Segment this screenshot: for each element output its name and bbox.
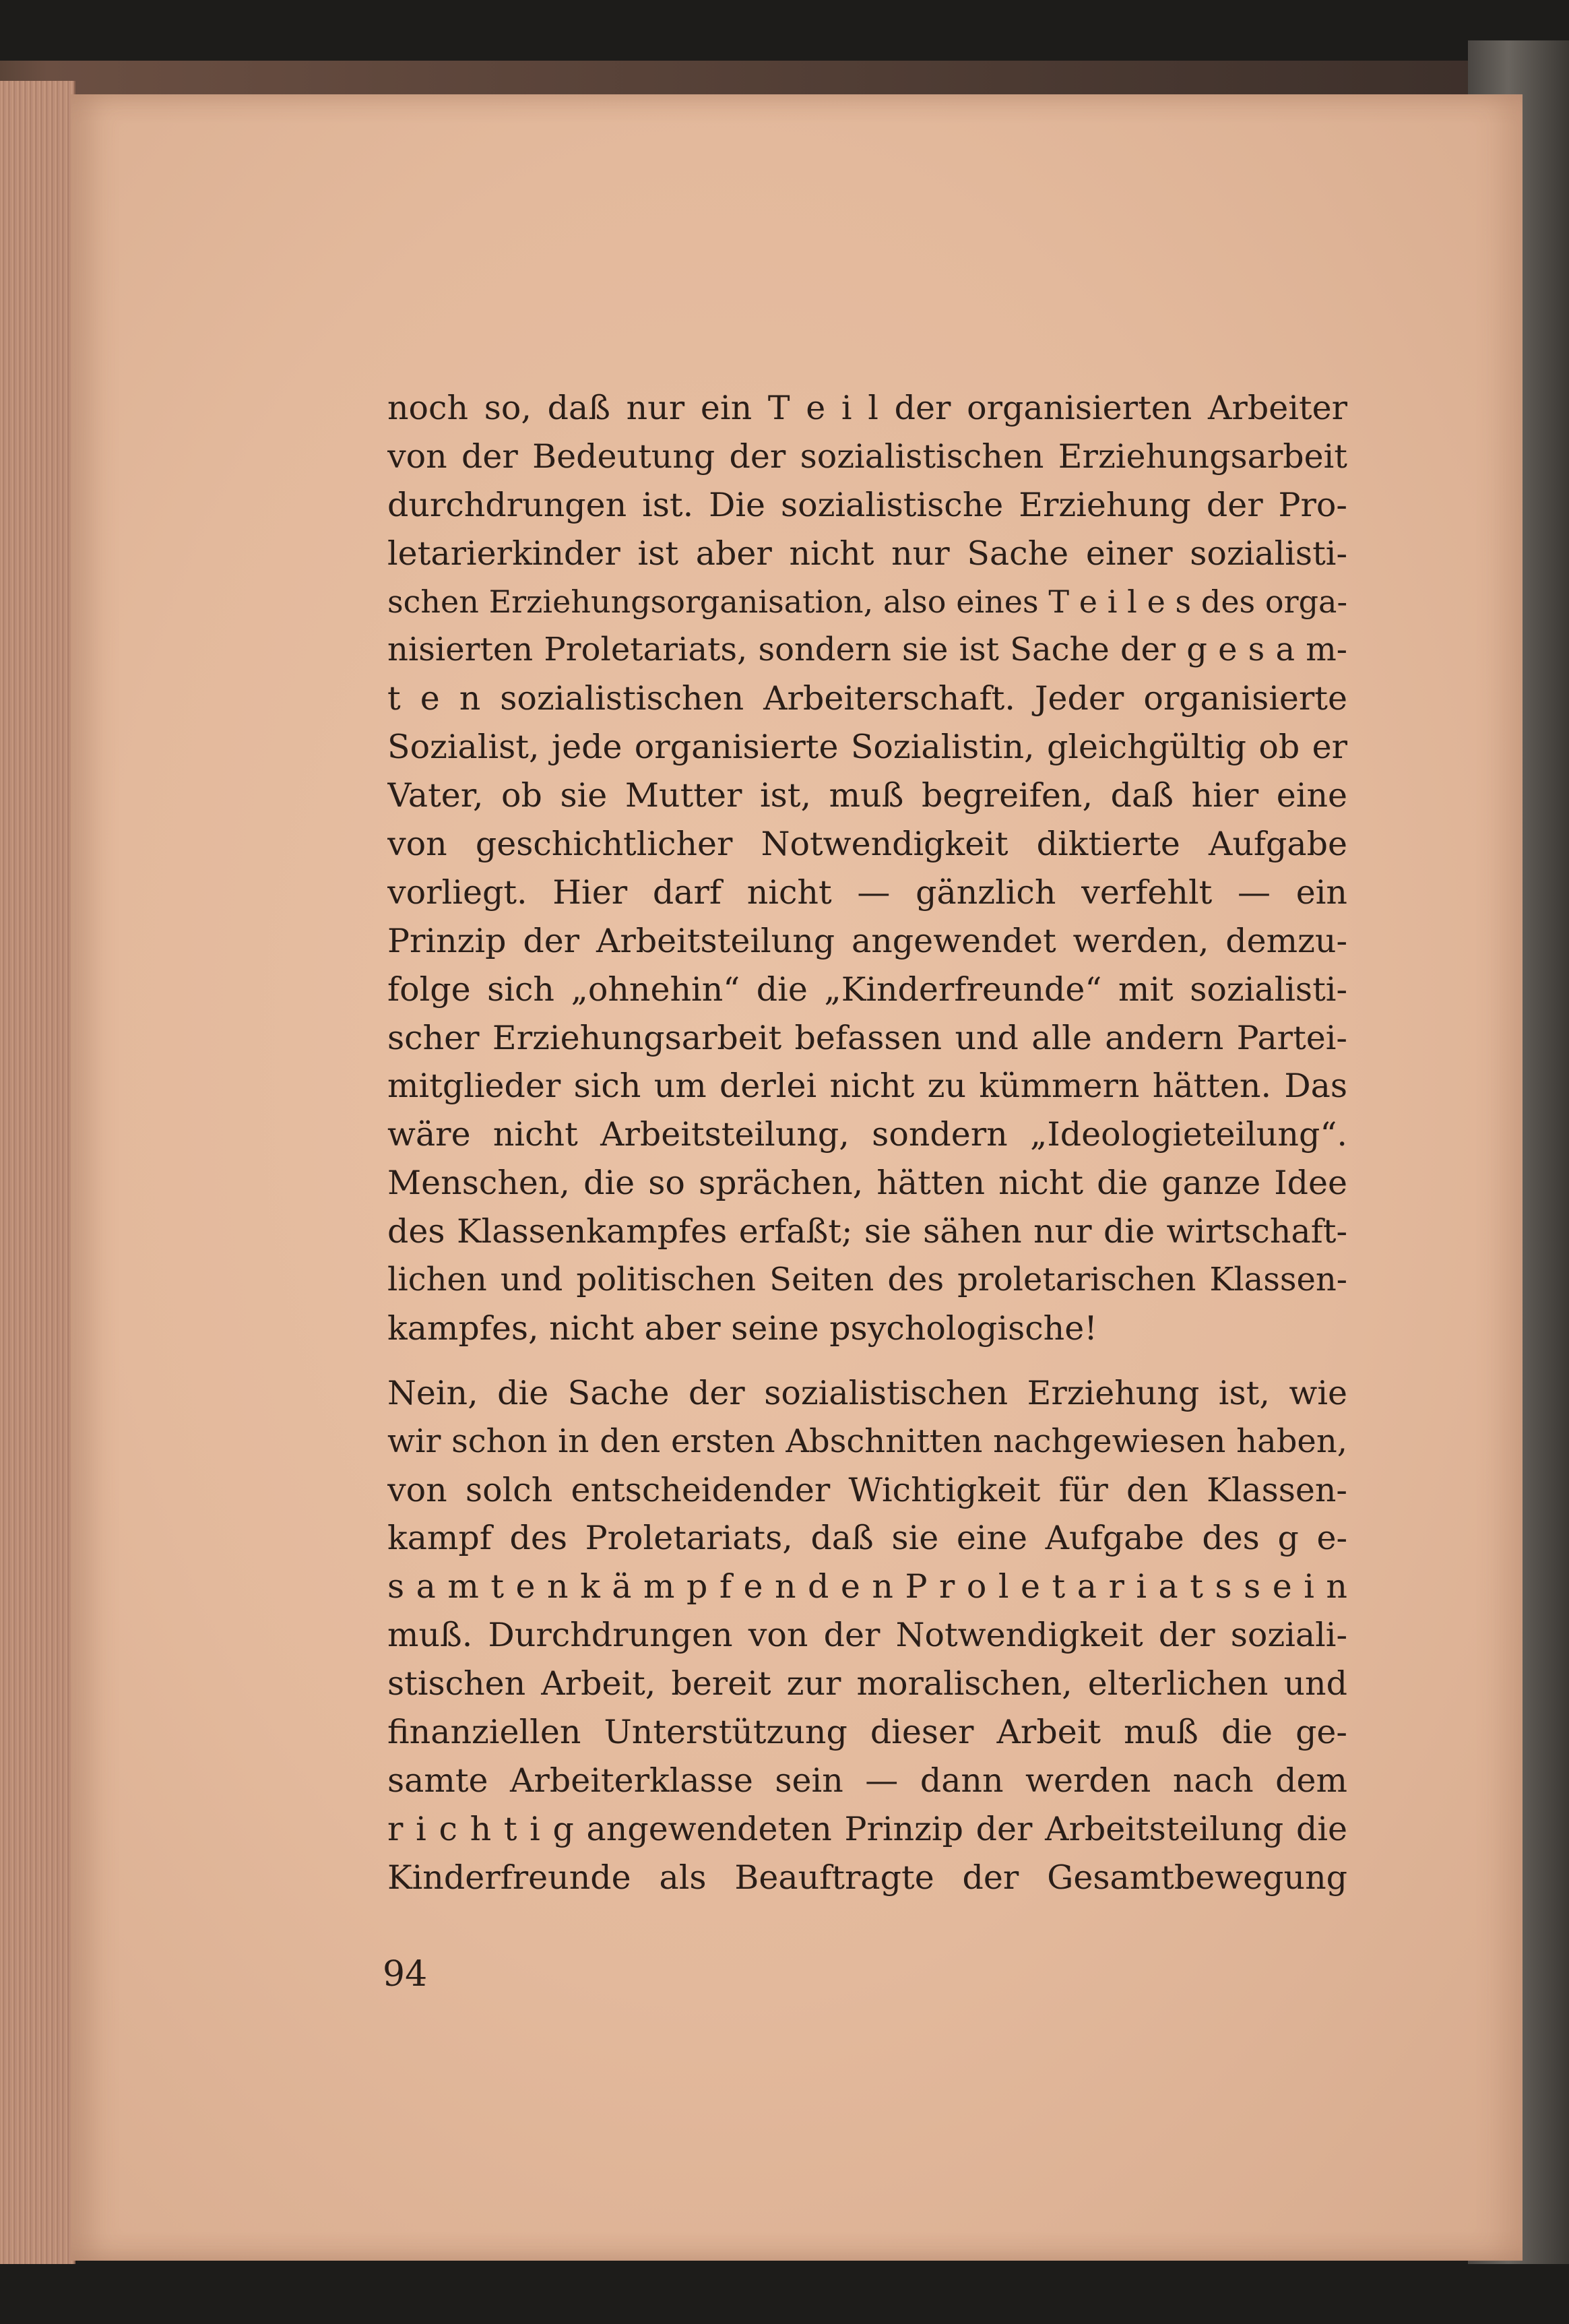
- text-line: Menschen, die so sprächen, hätten nicht die ganze Idee: [387, 1164, 1347, 1203]
- text-line: Vater, ob sie Mutter ist, muß begreifen, daß hier eine: [387, 776, 1347, 815]
- text-line: mitglieder sich um derlei nicht zu kümmern hätten. Das: [387, 1067, 1347, 1106]
- body-text: [387, 384, 1347, 1902]
- paragraph-spacer: [387, 1353, 1347, 1369]
- text-line: lichen und politischen Seiten des proletarischen Klassen-: [387, 1261, 1347, 1299]
- text-line: Nein, die Sache der sozialistischen Erziehung ist, wie: [387, 1373, 1347, 1412]
- text-line: folge sich „ohnehin“ die „Kinderfreunde“ mit sozialisti-: [387, 970, 1347, 1009]
- text-line: des Klassenkampfes erfaßt; sie sähen nur die wirtschaft-: [387, 1212, 1347, 1251]
- text-line: letarierkinder ist aber nicht nur Sache einer sozialisti-: [387, 534, 1347, 573]
- text-line: von geschichtlicher Notwendigkeit diktierte Aufgabe: [387, 825, 1347, 864]
- text-line: stischen Arbeit, bereit zur moralischen, elterlichen und: [387, 1664, 1347, 1703]
- text-line: von solch entscheidender Wichtigkeit für den Klassen-: [387, 1470, 1347, 1509]
- text-line: Kinderfreunde als Beauftragte der Gesamtbewegung: [387, 1858, 1347, 1897]
- text-line: nisierten Proletariats, sondern sie ist Sache der g e s a m-: [387, 631, 1347, 669]
- text-line: wäre nicht Arbeitsteilung, sondern „Ideologieteilung“.: [387, 1115, 1347, 1154]
- text-line: vorliegt. Hier darf nicht — gänzlich verfehlt — ein: [387, 873, 1347, 912]
- text-line: muß. Durchdrungen von der Notwendigkeit der soziali-: [387, 1616, 1347, 1655]
- text-line: kampfes, nicht aber seine psychologische!: [387, 1309, 1097, 1348]
- text-line: finanziellen Unterstützung dieser Arbeit muß die ge-: [387, 1713, 1347, 1752]
- text-line: scher Erziehungsarbeit befassen und alle andern Partei-: [387, 1018, 1347, 1057]
- text-line: s a m t e n k ä m p f e n d e n P r o l e t a r i a t s s e i n: [387, 1567, 1347, 1606]
- page-number: 94: [383, 1954, 428, 1995]
- text-line: t e n sozialistischen Arbeiterschaft. Jeder organisierte: [387, 679, 1347, 718]
- paragraph-1: [387, 384, 1347, 1353]
- text-line: durchdrungen ist. Die sozialistische Erziehung der Pro-: [387, 485, 1347, 524]
- text-line: kampf des Proletariats, daß sie eine Aufgabe des g e-: [387, 1519, 1347, 1558]
- text-line: Sozialist, jede organisierte Sozialistin, gleichgültig ob er: [387, 728, 1347, 767]
- page-edges: [0, 81, 75, 2264]
- text-line: von der Bedeutung der sozialistischen Erziehungsarbeit: [387, 437, 1347, 476]
- text-line: r i c h t i g angewendeten Prinzip der Arbeitsteilung die: [387, 1809, 1347, 1848]
- paragraph-2: [387, 1369, 1347, 1902]
- text-line: samte Arbeiterklasse sein — dann werden nach dem: [387, 1761, 1347, 1800]
- text-line: Prinzip der Arbeitsteilung angewendet werden, demzu-: [387, 921, 1347, 960]
- text-line: schen Erziehungsorganisation, also eines T e i l e s des orga-: [387, 583, 1347, 620]
- text-line: noch so, daß nur ein T e i l der organisierten Arbeiter: [387, 389, 1347, 427]
- text-line: wir schon in den ersten Abschnitten nachgewiesen haben,: [387, 1422, 1347, 1460]
